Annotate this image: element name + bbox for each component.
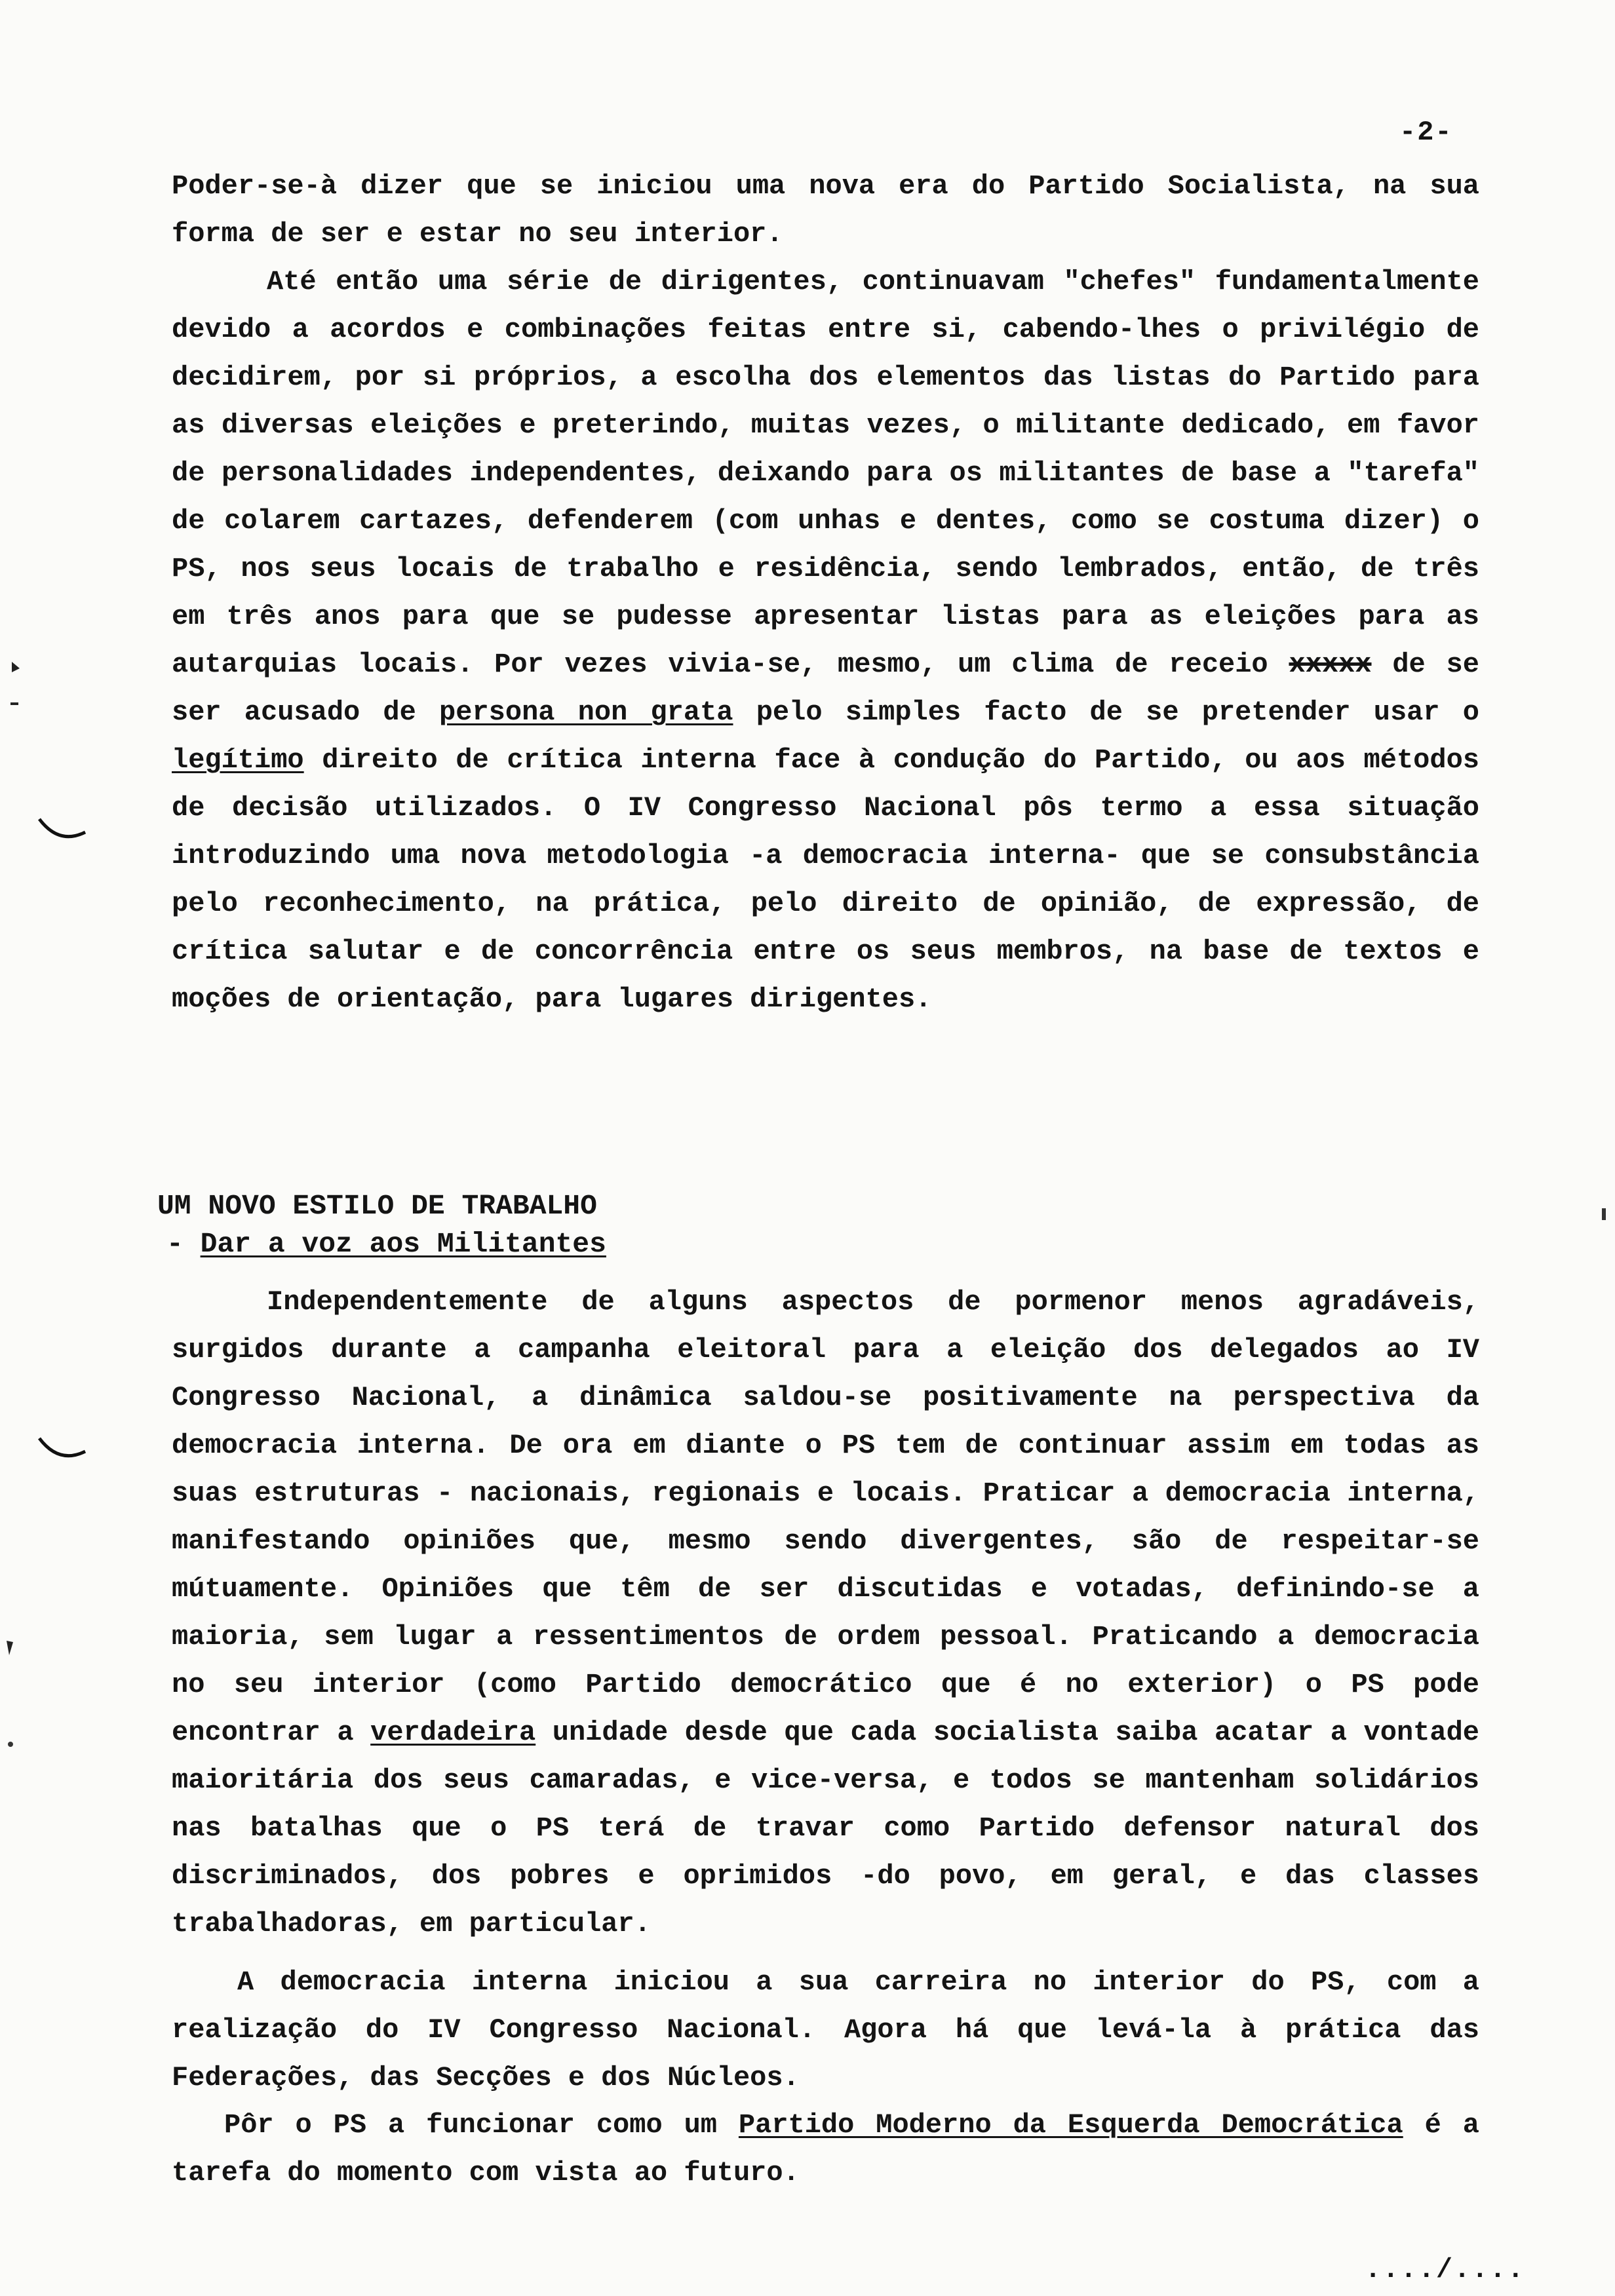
page-number: -2- — [1399, 117, 1453, 148]
section-title: UM NOVO ESTILO DE TRABALHO — [157, 1190, 597, 1222]
margin-bracket-mark-2 — [33, 1428, 92, 1468]
margin-speck-mark-2 — [3, 1638, 22, 1658]
paragraph-3-text-a: Independentemente de alguns aspectos de pormenor menos agradáveis, surgidos durante a campanha eleitoral para a eleição dos delegados ao IV Congresso Nacional, a dinâmica saldou-se positivamente na perspectiva da democracia interna. De ora em diante o PS tem de continuar assim em todas as suas estruturas - nacionais, regionais e locais. Praticar a democracia interna, manifestando opiniões que, mesmo sendo divergentes, são de respeitar-se mútuamente. Opiniões que têm de ser discutidas e votadas, definindo-se a maioria, sem lugar a ressentimentos de ordem pessoal. Praticando a democracia no seu interior (como Partido democrático que é no exterior) o PS pode encontrar a — [172, 1286, 1479, 1748]
paragraph-4 — [172, 1959, 1479, 2102]
paragraph-1 — [172, 163, 1479, 258]
paragraph-2-text-c: pelo simples facto de se pretender usar o — [756, 697, 1479, 728]
paragraph-2 — [172, 258, 1479, 1024]
section-subtitle-line — [157, 1225, 606, 1263]
persona-non-grata: persona non grata — [439, 697, 733, 728]
legitimo-word: legítimo — [172, 744, 304, 776]
struck-word: xxxxx — [1289, 649, 1372, 680]
continuation-mark: ..../.... — [1365, 2254, 1525, 2286]
section-subtitle-prefix: - — [166, 1228, 201, 1260]
verdadeira-word: verdadeira — [370, 1717, 536, 1748]
paragraph-5 — [172, 2101, 1479, 2197]
paragraph-5-text-b: é a tarefa do momento com vista ao futuro. — [172, 2109, 1479, 2189]
paragraph-1-text: Poder-se-à dizer que se iniciou uma nova era do Partido Socialista, na sua forma de ser e estar no seu interior. — [172, 170, 1479, 250]
margin-speck-mark-1 — [5, 655, 31, 714]
paragraph-2-text-b: de se ser acusado de — [172, 649, 1479, 728]
margin-speck-mark-3 — [4, 1736, 20, 1752]
section-subtitle: Dar a voz aos Militantes — [200, 1228, 606, 1260]
paragraph-3 — [172, 1278, 1479, 1948]
partido-moderno-phrase: Partido Moderno da Esquerda Democrática — [738, 2109, 1403, 2141]
paragraph-5-text-a: Pôr o PS a funcionar como um — [224, 2109, 717, 2141]
paragraph-4-text: A democracia interna iniciou a sua carreira no interior do PS, com a realização do IV Congresso Nacional. Agora há que levá-la à prática das Federações, das Secções e dos Núcleos. — [172, 1966, 1479, 2094]
paragraph-2-text-a: Até então uma série de dirigentes, continuavam "chefes" fundamentalmente devido a acordos e combinações feitas entre si, cabendo-lhes o privilégio de decidirem, por si próprios, a escolha dos elementos das listas do Partido para as diversas eleições e preterindo, muitas vezes, o militante dedicado, em favor de personalidades independentes, deixando para os militantes de base a "tarefa" de colarem cartazes, defenderem (com unhas e dentes, como se costuma dizer) o PS, nos seus locais de trabalho e residência, sendo lembrados, então, de três em três anos para que se pudesse apresentar listas para as eleições para as autarquias locais. Por vezes vivia-se, mesmo, um clima de receio — [172, 266, 1479, 680]
paragraph-3-text-b: unidade desde que cada socialista saiba acatar a vontade maioritária dos seus camaradas, e vice-versa, e todos se mantenham solidários nas batalhas que o PS terá de travar como Partido defensor natural dos discriminados, dos pobres e oprimidos -do povo, em geral, e das classes trabalhadoras, em particular. — [172, 1717, 1479, 1940]
section-heading — [157, 1187, 606, 1263]
margin-bracket-mark-1 — [33, 809, 92, 849]
margin-speck-mark-4 — [1599, 1206, 1612, 1225]
paragraph-2-text-d: direito de crítica interna face à condução do Partido, ou aos métodos de decisão utilizados. O IV Congresso Nacional pôs termo a essa situação introduzindo uma nova metodologia -a democracia interna- que se consubstância pelo reconhecimento, na prática, pelo direito de opinião, de expressão, de crítica salutar e de concorrência entre os seus membros, na base de textos e moções de orientação, para lugares dirigentes. — [172, 744, 1479, 1015]
